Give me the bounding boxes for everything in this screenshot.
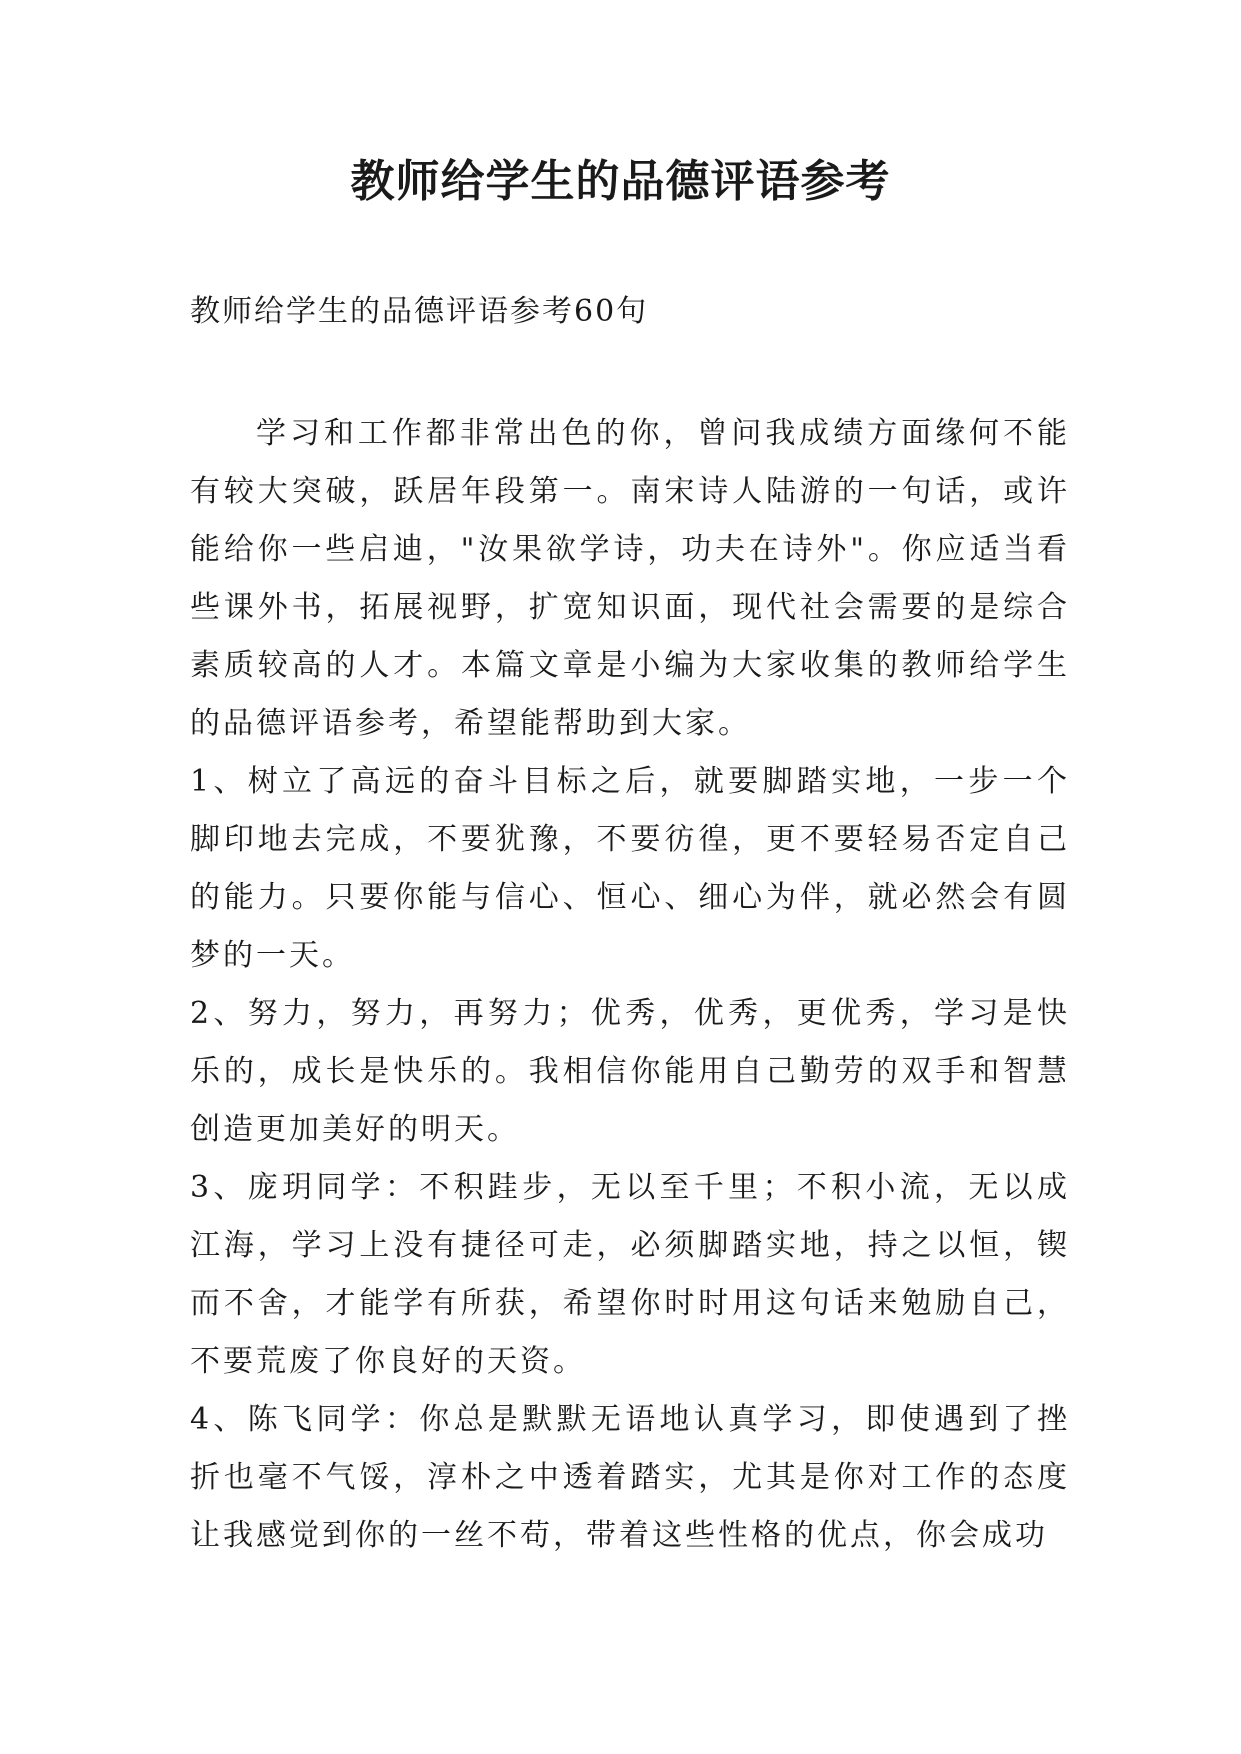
intro-paragraph: 学习和工作都非常出色的你，曾问我成绩方面缘何不能有较大突破，跃居年段第一。南宋诗人陆游的一句话，或许能给你一些启迪，"汝果欲学诗，功夫在诗外"。你应适当看些课外书，拓展视野，扩宽知识面，现代社会需要的是综合素质较高的人才。本篇文章是小编为大家收集的教师给学生的品德评语参考，希望能帮助到大家。 <box>190 416 1070 741</box>
comment-item-2: 2、努力，努力，再努力；优秀，优秀，更优秀，学习是快乐的，成长是快乐的。我相信你能用自己勤劳的双手和智慧创造更加美好的明天。 <box>190 996 1070 1147</box>
comment-item-4: 4、陈飞同学：你总是默默无语地认真学习，即使遇到了挫折也毫不气馁，淳朴之中透着踏实，尤其是你对工作的态度让我感觉到你的一丝不苟，带着这些性格的优点，你会成功 <box>190 1402 1070 1553</box>
comment-item-1: 1、树立了高远的奋斗目标之后，就要脚踏实地，一步一个脚印地去完成，不要犹豫，不要彷徨，更不要轻易否定自己的能力。只要你能与信心、恒心、细心为伴，就必然会有圆梦的一天。 <box>190 764 1070 973</box>
document-body <box>190 405 1070 1565</box>
document-title: 教师给学生的品德评语参考 <box>350 156 891 207</box>
comment-item-3: 3、庞玥同学：不积跬步，无以至千里；不积小流，无以成江海，学习上没有捷径可走，必须脚踏实地，持之以恒，锲而不舍，才能学有所获，希望你时时用这句话来勉励自己，不要荒废了你良好的天资。 <box>190 1170 1070 1379</box>
document-subtitle: 教师给学生的品德评语参考60句 <box>190 294 649 329</box>
